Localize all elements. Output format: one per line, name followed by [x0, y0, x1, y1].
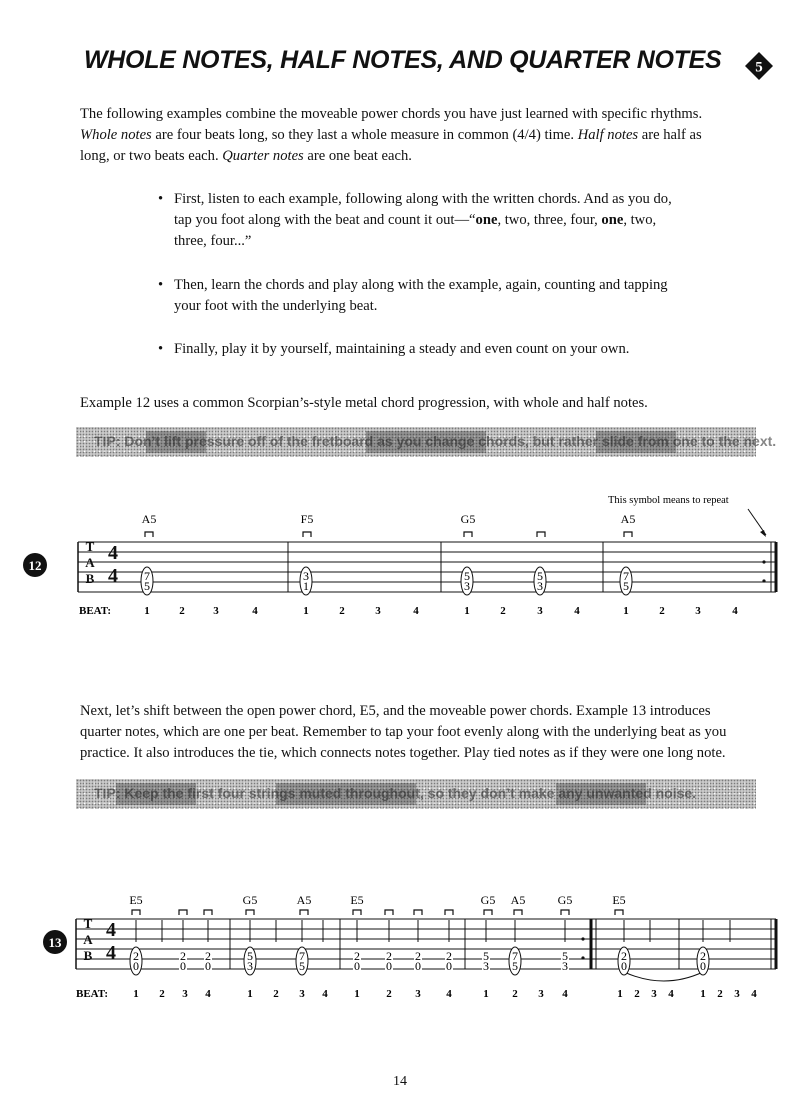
tab-note: [414, 949, 422, 973]
chord-name: E5: [129, 893, 143, 907]
fret-number: 7: [623, 569, 629, 583]
fret-number: 2: [133, 949, 139, 963]
downstroke-mark: [514, 910, 522, 915]
svg-text:A: A: [83, 932, 93, 947]
tab-note: [179, 949, 187, 973]
downstroke-mark: [303, 532, 311, 537]
beat-count: 1: [623, 605, 629, 617]
fret-number: 0: [205, 959, 211, 973]
staff-lines-12: [78, 542, 776, 592]
beat-count: 1: [133, 988, 139, 1000]
svg-text:T: T: [83, 916, 93, 931]
chord-name: G5: [557, 893, 573, 907]
beat-count: 2: [339, 605, 345, 617]
fret-number: 0: [180, 959, 186, 973]
beat-count: 1: [483, 988, 489, 1000]
fret-number: 2: [386, 949, 392, 963]
svg-text:4: 4: [106, 919, 116, 941]
fret-number: 5: [247, 949, 253, 963]
beat-count: 2: [159, 988, 165, 1000]
tab-note: [445, 949, 453, 973]
tab-clef: [83, 916, 93, 963]
chord-name: E5: [612, 893, 626, 907]
svg-text:4: 4: [106, 942, 116, 964]
fret-number: 2: [354, 949, 360, 963]
beat-count: 3: [299, 988, 305, 1000]
beat-count: 3: [651, 988, 657, 1000]
fret-number: 5: [562, 949, 568, 963]
chord-name: A5: [620, 512, 636, 526]
tab-note: [296, 947, 308, 975]
tab-note: [561, 949, 569, 973]
chord-name: F5: [300, 512, 314, 526]
time-signature: [108, 542, 118, 587]
downstroke-mark: [132, 910, 140, 915]
repeat-dot: [581, 956, 584, 959]
bullet-list-3: [158, 339, 678, 360]
bullet-item: • Then, learn the chords and play along with the example, again, counting and tapping your foot with the underlying beat.: [158, 275, 678, 317]
beat-count: 2: [659, 605, 665, 617]
tab-note: [204, 949, 212, 973]
repeat-dot: [581, 937, 584, 940]
beat-count: 3: [182, 988, 188, 1000]
downstroke-mark: [179, 910, 187, 915]
beat-count: 4: [322, 988, 328, 1000]
fret-number: 5: [483, 949, 489, 963]
time-signature: [106, 919, 116, 964]
svg-text:B: B: [85, 571, 95, 586]
svg-text:4: 4: [108, 542, 118, 564]
beat-count: 3: [213, 605, 219, 617]
example13-intro: Next, let’s shift between the open power chord, E5, and the moveable power chords. Example 13 introduces quarter notes, which are one per beat. Remember to tap your foot evenly along with the underlying beat as you practice. It also introduces the tie, which connects notes together. Play tied notes as if they were one long note.: [80, 703, 727, 761]
beat-count: 2: [386, 988, 392, 1000]
fret-number: 2: [446, 949, 452, 963]
tie-arc: [624, 972, 703, 981]
fret-number: 5: [144, 579, 150, 593]
beat-count: 3: [537, 605, 543, 617]
example-number: 13: [48, 935, 62, 950]
tab-note: [618, 947, 630, 975]
tab-staff-example-12: [0, 485, 800, 625]
chord-name: A5: [296, 893, 312, 907]
tab-note: [697, 947, 709, 975]
beat-count: 2: [634, 988, 640, 1000]
beat-count: 1: [700, 988, 706, 1000]
fret-number: 0: [415, 959, 421, 973]
tab-note: [534, 567, 546, 595]
beat-count: 3: [538, 988, 544, 1000]
downstroke-mark: [414, 910, 422, 915]
fret-number: 3: [247, 959, 253, 973]
tip-bar-1: [76, 427, 777, 457]
beat-count: 3: [695, 605, 701, 617]
fret-number: 7: [144, 569, 150, 583]
term-whole-notes: Whole notes: [80, 127, 152, 143]
fret-number: 3: [537, 579, 543, 593]
beat-count: 1: [247, 988, 253, 1000]
chord-name: G5: [460, 512, 476, 526]
chord-name: E5: [350, 893, 364, 907]
fret-number: 2: [180, 949, 186, 963]
fret-number: 1: [303, 579, 309, 593]
fret-number: 5: [512, 959, 518, 973]
beat-count: 2: [179, 605, 185, 617]
beat-count: 1: [617, 988, 623, 1000]
downstroke-mark: [464, 532, 472, 537]
fret-number: 3: [464, 579, 470, 593]
downstroke-mark: [484, 910, 492, 915]
tab-note: [482, 949, 490, 973]
tip-text-1: TIP: Don’t lift pressure off of the fretboard as you change chords, but rather slide from one to the next.: [94, 433, 777, 449]
fret-number: 3: [483, 959, 489, 973]
bullet-item: • Finally, play it by yourself, maintaining a steady and even count on your own.: [158, 339, 678, 360]
term-half-notes: Half notes: [577, 127, 639, 143]
svg-text:B: B: [83, 948, 93, 963]
page-number: 14: [393, 1074, 407, 1089]
svg-text:A: A: [85, 555, 95, 570]
repeat-annotation: This symbol means to repeat: [608, 495, 729, 506]
example-number: 12: [28, 558, 42, 573]
bullet-list-2: [158, 275, 678, 317]
tab-note: [620, 567, 632, 595]
chapter-badge: [744, 51, 774, 81]
tab-note: [353, 949, 361, 973]
bullet-list-1: [158, 189, 678, 252]
fret-number: 3: [303, 569, 309, 583]
tab-note: [509, 947, 521, 975]
downstroke-mark: [300, 910, 308, 915]
beat-count: 3: [734, 988, 740, 1000]
beat-count: 4: [732, 605, 738, 617]
beat-count: 1: [144, 605, 150, 617]
repeat-dot: [762, 579, 765, 582]
downstroke-mark: [385, 910, 393, 915]
fret-number: 5: [537, 569, 543, 583]
beat-count: 2: [500, 605, 506, 617]
beat-count: 2: [512, 988, 518, 1000]
fret-number: 2: [415, 949, 421, 963]
fret-number: 7: [299, 949, 305, 963]
beat-label: BEAT:: [76, 988, 108, 1000]
downstroke-mark: [537, 532, 545, 537]
fret-number: 2: [700, 949, 706, 963]
fret-number: 5: [464, 569, 470, 583]
fret-number: 0: [700, 959, 706, 973]
beat-count: 3: [375, 605, 381, 617]
page-title: WHOLE NOTES, HALF NOTES, AND QUARTER NOTES: [84, 46, 722, 74]
downstroke-mark: [561, 910, 569, 915]
fret-number: 0: [386, 959, 392, 973]
fret-number: 0: [446, 959, 452, 973]
fret-number: 0: [621, 959, 627, 973]
term-quarter-notes: Quarter notes: [222, 148, 304, 164]
downstroke-mark: [246, 910, 254, 915]
beat-count: 4: [252, 605, 258, 617]
downstroke-mark: [204, 910, 212, 915]
beat-count: 2: [273, 988, 279, 1000]
beat-count: 1: [464, 605, 470, 617]
example12-intro: Example 12 uses a common Scorpian’s-style metal chord progression, with whole and half notes.: [80, 395, 648, 411]
beat-count: 4: [446, 988, 452, 1000]
bullet-item: • First, listen to each example, following along with the written chords. And as you do, tap you foot along with the beat and count it out—“one, two, three, four, one, two, three, four...”: [158, 189, 678, 252]
tab-note: [385, 949, 393, 973]
barlines-12: [78, 542, 776, 592]
tab-note: [130, 947, 142, 975]
beat-label: BEAT:: [79, 605, 111, 617]
tip-bar-2: [76, 779, 756, 809]
fret-number: 2: [205, 949, 211, 963]
chord-name: A5: [141, 512, 157, 526]
fret-number: 5: [623, 579, 629, 593]
chord-name: G5: [480, 893, 496, 907]
intro-paragraph: The following examples combine the moveable power chords you have just learned with specific rhythms. Whole notes are four beats long, so they last a whole measure in common (4/4) time. Half notes are half as long, or two beats each. Quarter notes are one beat each.: [80, 106, 703, 164]
beat-count: 2: [717, 988, 723, 1000]
beat-count: 4: [413, 605, 419, 617]
downstroke-mark: [353, 910, 361, 915]
fret-number: 3: [562, 959, 568, 973]
downstroke-mark: [445, 910, 453, 915]
tab-clef: [85, 539, 95, 586]
fret-number: 0: [354, 959, 360, 973]
beat-count: 4: [668, 988, 674, 1000]
fret-number: 2: [621, 949, 627, 963]
beat-count: 3: [415, 988, 421, 1000]
fret-number: 5: [299, 959, 305, 973]
tip-text-2: TIP: Keep the first four strings muted throughout, so they don’t make any unwanted noise.: [94, 785, 697, 801]
fret-number: 0: [133, 959, 139, 973]
svg-text:4: 4: [108, 565, 118, 587]
beat-count: 4: [574, 605, 580, 617]
intro-line-1: The following examples combine the moveable power chords you have just learned with specific rhythms.: [80, 106, 703, 122]
downstroke-mark: [615, 910, 623, 915]
beat-count: 4: [751, 988, 757, 1000]
beat-count: 1: [303, 605, 309, 617]
fret-number: 7: [512, 949, 518, 963]
tab-note: [141, 567, 153, 595]
tab-staff-example-13: [0, 890, 800, 1005]
beat-count: 1: [354, 988, 360, 1000]
downstroke-mark: [145, 532, 153, 537]
tab-note: [300, 567, 312, 595]
chord-name: A5: [510, 893, 526, 907]
svg-text:T: T: [85, 539, 95, 554]
tab-note: [461, 567, 473, 595]
tab-note: [244, 947, 256, 975]
repeat-dot: [762, 560, 765, 563]
downstroke-mark: [624, 532, 632, 537]
chord-name: G5: [242, 893, 258, 907]
beat-count: 4: [205, 988, 211, 1000]
beat-count: 4: [562, 988, 568, 1000]
chapter-number: 5: [755, 59, 763, 76]
